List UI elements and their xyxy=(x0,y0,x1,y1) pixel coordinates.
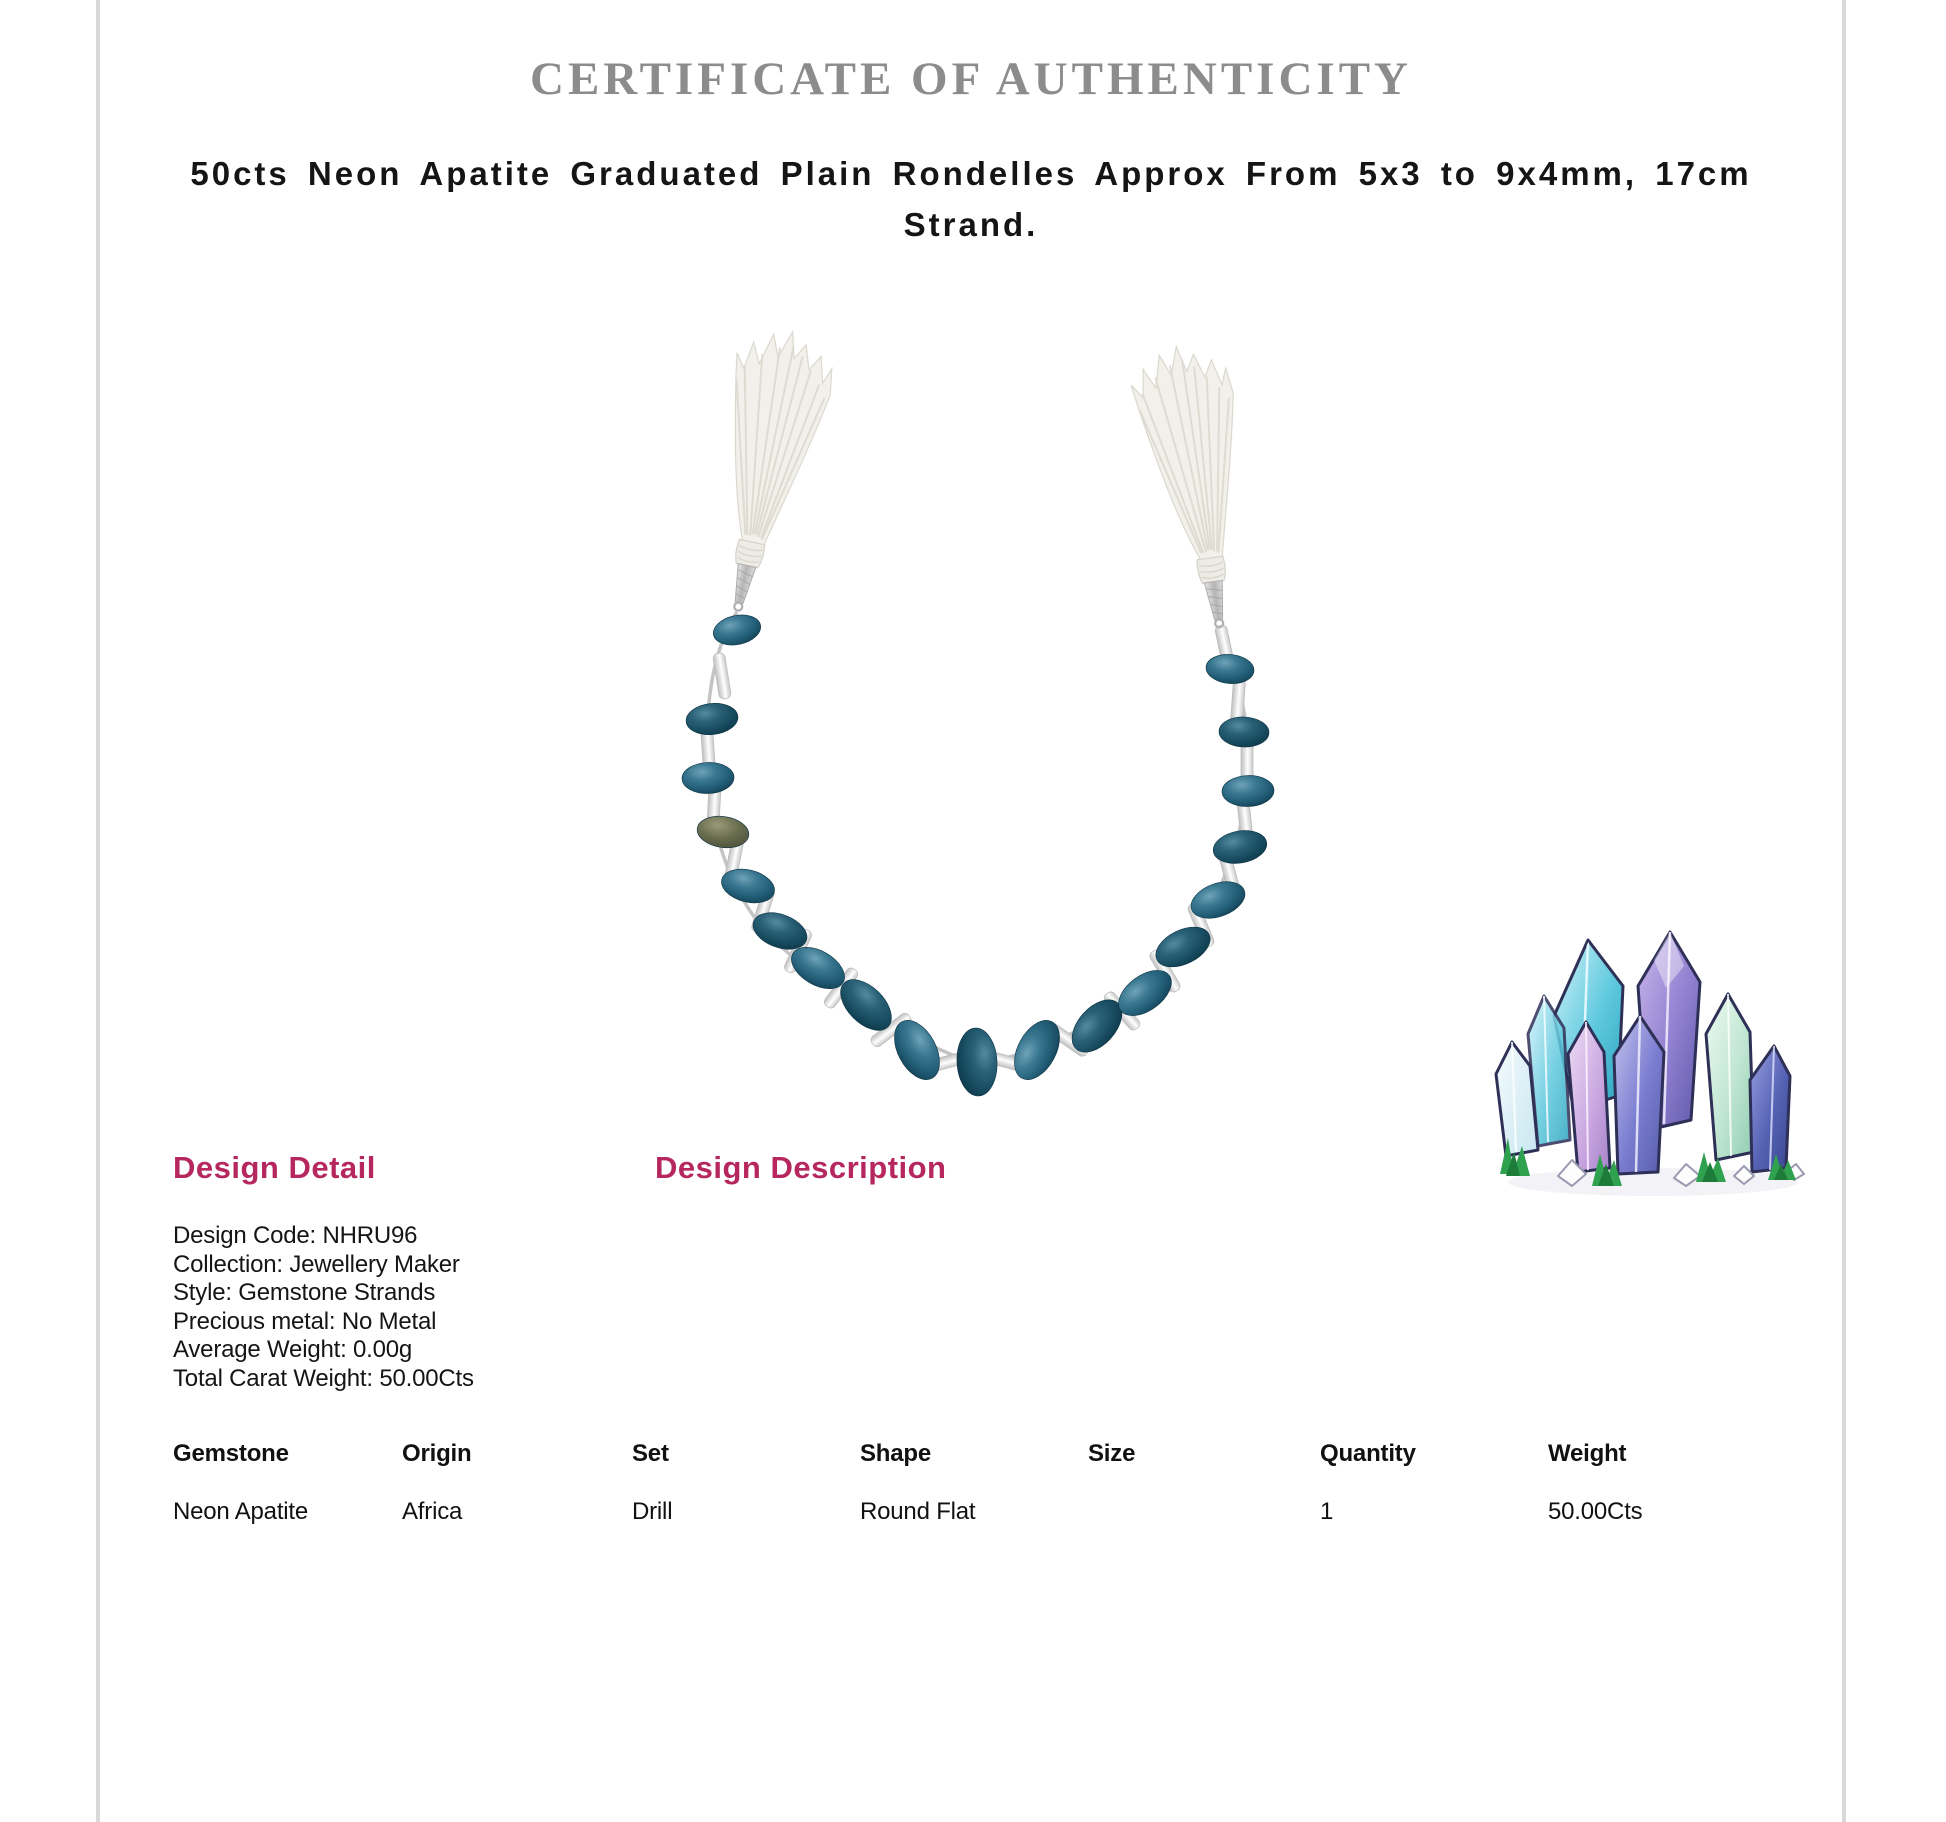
cell-set: Drill xyxy=(632,1498,673,1525)
page-border-right xyxy=(1842,0,1846,1822)
cell-origin: Africa xyxy=(402,1498,463,1525)
tassel-right xyxy=(1127,340,1266,635)
col-header-size: Size xyxy=(1088,1440,1136,1467)
design-detail-heading: Design Detail xyxy=(173,1150,376,1185)
detail-line-collection: Collection: Jewellery Maker xyxy=(173,1250,460,1278)
bead-strand-svg xyxy=(600,290,1340,1130)
design-description-heading: Design Description xyxy=(655,1150,947,1185)
bead-string xyxy=(707,612,1248,1064)
detail-line-total-carat-weight: Total Carat Weight: 50.00Cts xyxy=(173,1364,474,1392)
detail-line-average-weight: Average Weight: 0.00g xyxy=(173,1336,413,1363)
product-title-text: 50cts Neon Apatite Graduated Plain Rondelles Approx From 5x3 to 9x4mm, 17cm Strand. xyxy=(190,155,1752,244)
cell-shape: Round Flat xyxy=(860,1498,976,1525)
detail-line-precious-metal: Precious metal: No Metal xyxy=(173,1307,437,1335)
col-header-quantity: Quantity xyxy=(1320,1440,1416,1467)
spec-table-header-row xyxy=(173,1440,1813,1468)
product-title xyxy=(173,148,1769,250)
cell-weight: 50.00Cts xyxy=(1548,1498,1643,1525)
apatite-beads xyxy=(681,611,1274,1097)
col-header-shape: Shape xyxy=(860,1440,932,1467)
cell-size xyxy=(1088,1498,1320,1526)
tube-spacers xyxy=(700,624,1253,1073)
table-row xyxy=(173,1498,1813,1526)
design-detail-lines xyxy=(173,1222,474,1393)
cell-gemstone: Neon Apatite xyxy=(173,1498,309,1525)
crystal-cluster-svg xyxy=(1488,924,1820,1210)
certificate-title: CERTIFICATE OF AUTHENTICITY xyxy=(530,53,1412,105)
col-header-weight: Weight xyxy=(1548,1440,1627,1467)
detail-line-style: Style: Gemstone Strands xyxy=(173,1279,436,1306)
cell-quantity: 1 xyxy=(1320,1498,1334,1525)
tassel-left xyxy=(685,321,842,620)
crystal-cluster-icon xyxy=(1488,924,1820,1210)
col-header-gemstone: Gemstone xyxy=(173,1440,289,1467)
detail-line-design-code: Design Code: NHRU96 xyxy=(173,1222,418,1249)
col-header-set: Set xyxy=(632,1440,669,1467)
col-header-origin: Origin xyxy=(402,1440,472,1467)
bead-strand-photo xyxy=(600,290,1340,1130)
gemstone-spec-table xyxy=(173,1440,1813,1526)
page-border-left xyxy=(96,0,100,1822)
